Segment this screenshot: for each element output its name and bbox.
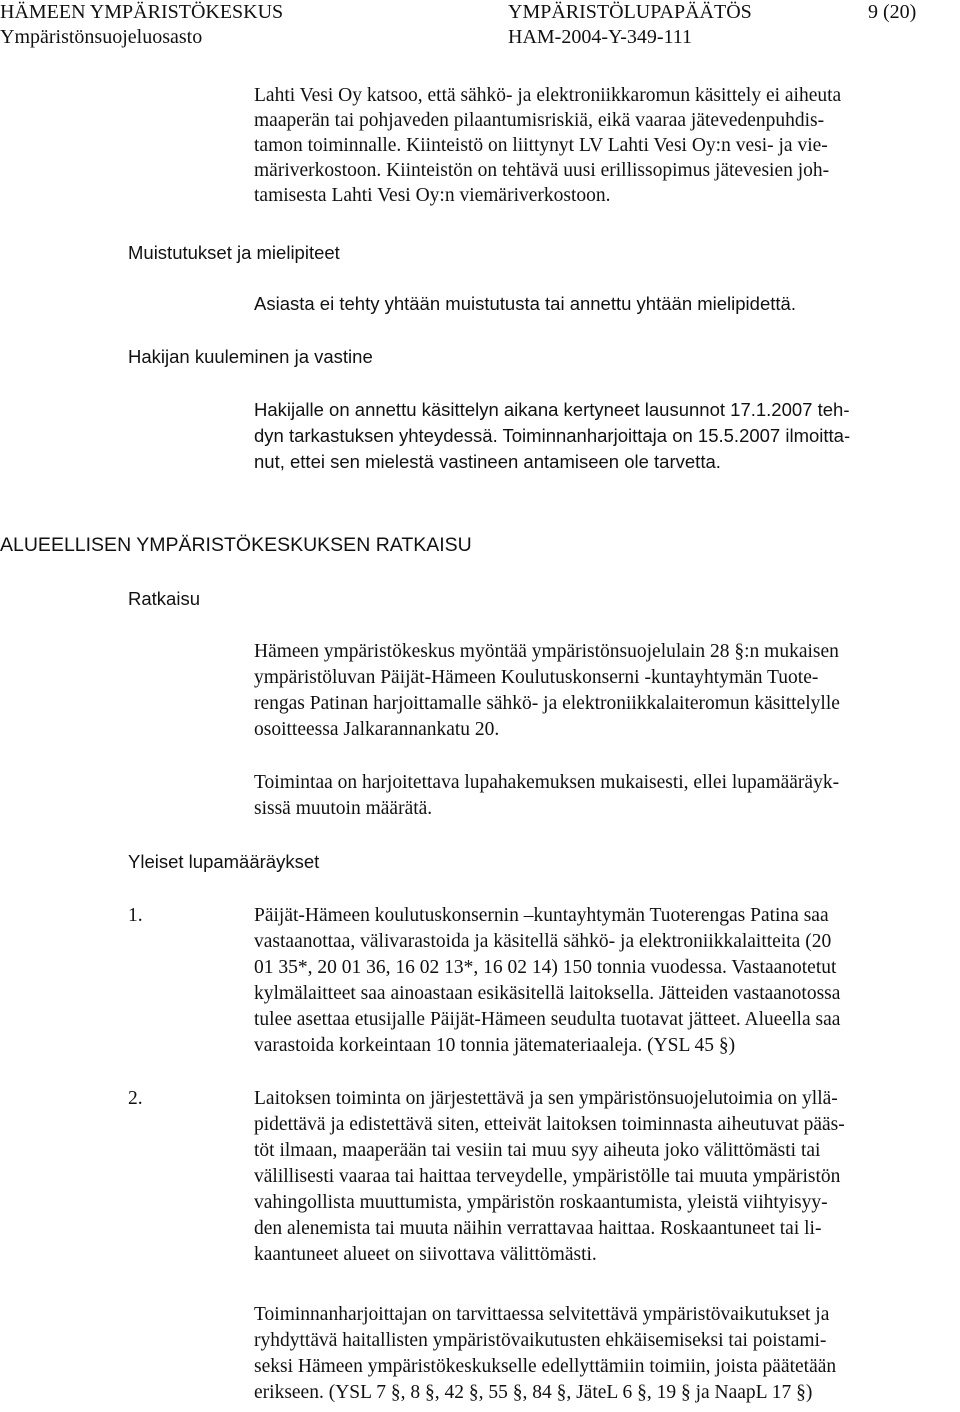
text-line: vastaanottaa, välivarastoida ja käsitellä sähkö- ja elektroniikkalaitteita (20	[254, 931, 832, 952]
header-doc-type: YMPÄRISTÖLUPAPÄÄTÖS	[508, 1, 752, 23]
text-line: kylmälaitteet saa ainoastaan esikäsitellä laitoksella. Jätteiden vastaanotossa	[254, 983, 841, 1004]
text-line: erikseen. (YSL 7 §, 8 §, 42 §, 55 §, 84 §, JäteL 6 §, 19 § ja NaapL 17 §)	[254, 1382, 813, 1403]
text-line: Laitoksen toiminta on järjestettävä ja sen ympäristönsuojelutoimia on yllä-	[254, 1088, 838, 1109]
heading-hakijan-kuuleminen: Hakijan kuuleminen ja vastine	[128, 346, 373, 367]
text-line: Toimintaa on harjoitettava lupahakemuksen mukaisesti, ellei lupamääräyk-	[254, 772, 840, 793]
text-line: töt ilmaan, maaperään tai vesiin tai muu syy aiheuta joko välittömästi tai	[254, 1140, 821, 1161]
text-line: rengas Patinan harjoittamalle sähkö- ja elektroniikkalaiteromun käsittelylle	[254, 693, 840, 714]
text-line: nut, ettei sen mielestä vastineen antamiseen ole tarvetta.	[254, 451, 721, 472]
text-line: tulee asettaa etusijalle Päijät-Hämeen seudulta tuotavat jätteet. Alueella saa	[254, 1009, 841, 1030]
text-line: märiverkostoon. Kiinteistön on tehtävä uusi erillissopimus jätevesien joh-	[254, 160, 830, 181]
heading-ratkaisu: Ratkaisu	[128, 588, 200, 609]
text-line: den alenemista tai muuta näihin verrattavaa haittaa. Roskaantuneet tai li-	[254, 1218, 822, 1239]
text-line: kaantuneet alueet on siivottava välittömästi.	[254, 1244, 597, 1265]
text-line: tamon toiminnalle. Kiinteistö on liittynyt LV Lahti Vesi Oy:n vesi- ja vie-	[254, 135, 828, 156]
text-line: Toiminnanharjoittajan on tarvittaessa selvitettävä ympäristövaikutukset ja	[254, 1304, 830, 1325]
text-line: vahingollista muuttumista, ympäristön roskaantumista, yleistä viihtyisyy-	[254, 1192, 828, 1213]
header-unit: Ympäristönsuojeluosasto	[0, 26, 203, 48]
text-line: Päijät-Hämeen koulutuskonsernin –kuntayhtymän Tuoterengas Patina saa	[254, 905, 829, 926]
text-line: Lahti Vesi Oy katsoo, että sähkö- ja elektroniikkaromun käsittely ei aiheuta	[254, 85, 842, 106]
text-line: Hämeen ympäristökeskus myöntää ympäristönsuojelulain 28 §:n mukaisen	[254, 641, 839, 662]
muistutukset-text: Asiasta ei tehty yhtään muistutusta tai annettu yhtään mielipidettä.	[254, 293, 796, 314]
text-line: osoitteessa Jalkarannankatu 20.	[254, 719, 500, 740]
heading-yleiset-lupamaaraykset: Yleiset lupamääräykset	[128, 851, 320, 872]
text-line: 01 35*, 20 01 36, 16 02 13*, 16 02 14) 150 tonnia vuodessa. Vastaanotetut	[254, 957, 837, 978]
text-line: pidettävä ja edistettävä siten, etteivät laitoksen toiminnasta aiheutuvat pääs-	[254, 1114, 845, 1135]
text-line: ryhdyttävä haitallisten ympäristövaikutusten ehkäisemiseksi tai poistami-	[254, 1330, 827, 1351]
text-line: tamisesta Lahti Vesi Oy:n viemäriverkostoon.	[254, 185, 611, 206]
item-number: 1.	[128, 905, 143, 926]
header-doc-id: HAM-2004-Y-349-111	[508, 26, 693, 48]
text-line: dyn tarkastuksen yhteydessä. Toiminnanharjoittaja on 15.5.2007 ilmoitta-	[254, 425, 851, 446]
heading-muistutukset: Muistutukset ja mielipiteet	[128, 242, 340, 263]
item-number: 2.	[128, 1088, 143, 1109]
section-title: ALUEELLISEN YMPÄRISTÖKESKUKSEN RATKAISU	[0, 534, 472, 556]
text-line: Hakijalle on annettu käsittelyn aikana kertyneet lausunnot 17.1.2007 teh-	[254, 399, 850, 420]
text-line: välillisesti vaaraa tai haittaa terveydelle, ympäristölle tai muuta ympäristön	[254, 1166, 841, 1187]
text-line: varastoida korkeintaan 10 tonnia jätemateriaaleja. (YSL 45 §)	[254, 1035, 736, 1056]
text-line: ympäristöluvan Päijät-Hämeen Koulutuskonserni -kuntayhtymän Tuote-	[254, 667, 819, 688]
text-line: sissä muutoin määrätä.	[254, 798, 433, 819]
header-page-number: 9 (20)	[868, 1, 917, 23]
text-line: seksi Hämeen ympäristökeskukselle edellyttämiin toimiin, joista päätetään	[254, 1356, 837, 1377]
header-org-name: HÄMEEN YMPÄRISTÖKESKUS	[0, 1, 284, 23]
text-line: maaperän tai pohjaveden pilaantumisriskiä, eikä vaaraa jätevedenpuhdis-	[254, 110, 825, 131]
